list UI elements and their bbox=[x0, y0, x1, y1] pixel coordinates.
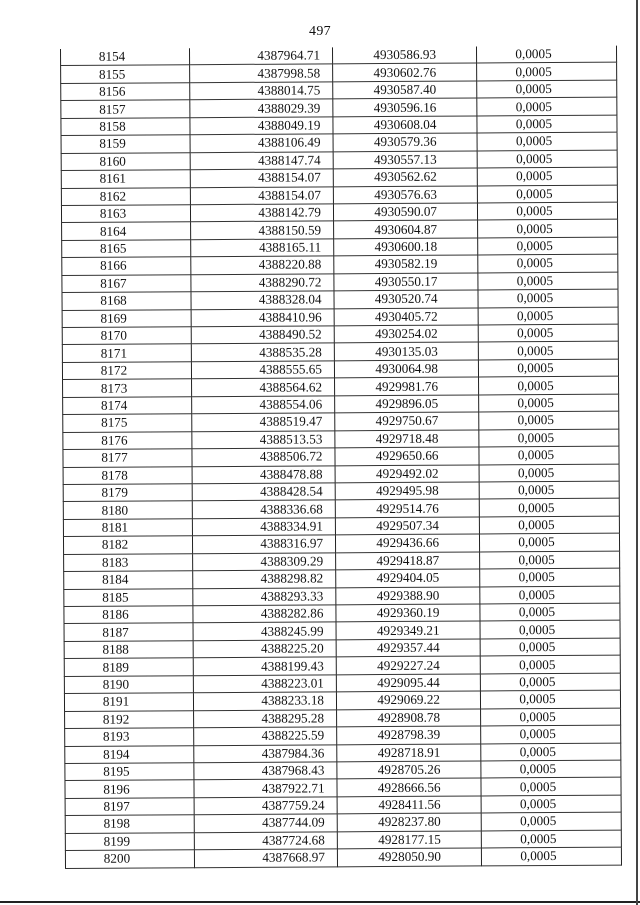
area-value-cell: 0,0005 bbox=[480, 551, 620, 569]
x-coordinate-cell: 4388225.59 bbox=[194, 727, 337, 745]
point-id-cell: 8193 bbox=[65, 728, 194, 746]
point-id-cell: 8154 bbox=[60, 48, 189, 66]
point-id-cell: 8157 bbox=[61, 100, 190, 118]
x-coordinate-cell: 4388029.39 bbox=[190, 99, 333, 117]
area-value-cell: 0,0005 bbox=[479, 429, 619, 447]
point-id-cell: 8197 bbox=[65, 798, 194, 816]
x-coordinate-cell: 4388014.75 bbox=[190, 82, 333, 100]
y-coordinate-cell: 4929069.22 bbox=[336, 691, 480, 709]
area-value-cell: 0,0005 bbox=[479, 411, 619, 429]
x-coordinate-cell: 4388142.79 bbox=[190, 204, 333, 222]
x-coordinate-cell: 4388225.20 bbox=[193, 640, 336, 658]
y-coordinate-cell: 4930520.74 bbox=[334, 290, 478, 308]
y-coordinate-cell: 4928705.26 bbox=[337, 761, 481, 779]
point-id-cell: 8171 bbox=[62, 344, 191, 362]
area-value-cell: 0,0005 bbox=[479, 533, 619, 551]
point-id-cell: 8194 bbox=[65, 745, 194, 763]
y-coordinate-cell: 4929981.76 bbox=[335, 377, 479, 395]
point-id-cell: 8191 bbox=[64, 693, 193, 711]
point-id-cell: 8155 bbox=[61, 65, 190, 83]
coordinates-table bbox=[60, 46, 622, 869]
point-id-cell: 8180 bbox=[63, 501, 192, 519]
y-coordinate-cell: 4930254.02 bbox=[334, 325, 478, 343]
x-coordinate-cell: 4388223.01 bbox=[193, 675, 336, 693]
y-coordinate-cell: 4929388.90 bbox=[336, 587, 480, 605]
area-value-cell: 0,0005 bbox=[478, 359, 618, 377]
area-value-cell: 0,0005 bbox=[477, 167, 617, 185]
x-coordinate-cell: 4388328.04 bbox=[191, 291, 334, 309]
area-value-cell: 0,0005 bbox=[478, 254, 618, 272]
point-id-cell: 8169 bbox=[62, 309, 191, 327]
y-coordinate-cell: 4929360.19 bbox=[336, 604, 480, 622]
x-coordinate-cell: 4387998.58 bbox=[190, 64, 333, 82]
x-coordinate-cell: 4388199.43 bbox=[193, 657, 336, 675]
area-value-cell: 0,0005 bbox=[479, 498, 619, 516]
y-coordinate-cell: 4930608.04 bbox=[333, 116, 477, 134]
y-coordinate-cell: 4929418.87 bbox=[336, 552, 480, 570]
point-id-cell: 8158 bbox=[61, 117, 190, 135]
x-coordinate-cell: 4388282.86 bbox=[193, 605, 336, 623]
x-coordinate-cell: 4388165.11 bbox=[191, 239, 334, 257]
area-value-cell: 0,0005 bbox=[480, 655, 620, 673]
area-value-cell: 0,0005 bbox=[477, 132, 617, 150]
y-coordinate-cell: 4928177.15 bbox=[337, 831, 481, 849]
area-value-cell: 0,0005 bbox=[481, 847, 621, 865]
area-value-cell: 0,0005 bbox=[480, 638, 620, 656]
x-coordinate-cell: 4387724.68 bbox=[194, 832, 337, 850]
point-id-cell: 8190 bbox=[64, 675, 193, 693]
page-number: 497 bbox=[309, 24, 331, 39]
point-id-cell: 8199 bbox=[65, 832, 194, 850]
area-value-cell: 0,0005 bbox=[477, 63, 617, 81]
point-id-cell: 8185 bbox=[64, 588, 193, 606]
point-id-cell: 8160 bbox=[61, 152, 190, 170]
area-value-cell: 0,0005 bbox=[477, 202, 617, 220]
point-id-cell: 8170 bbox=[62, 327, 191, 345]
area-value-cell: 0,0005 bbox=[480, 621, 620, 639]
area-value-cell: 0,0005 bbox=[478, 307, 618, 325]
y-coordinate-cell: 4930557.13 bbox=[333, 151, 477, 169]
area-value-cell: 0,0005 bbox=[479, 446, 619, 464]
point-id-cell: 8156 bbox=[61, 83, 190, 101]
y-coordinate-cell: 4930587.40 bbox=[333, 81, 477, 99]
y-coordinate-cell: 4929436.66 bbox=[335, 534, 479, 552]
x-coordinate-cell: 4388154.07 bbox=[190, 186, 333, 204]
area-value-cell: 0,0005 bbox=[477, 150, 617, 168]
y-coordinate-cell: 4928237.80 bbox=[337, 813, 481, 831]
y-coordinate-cell: 4930604.87 bbox=[334, 220, 478, 238]
coordinates-table-body bbox=[60, 46, 621, 868]
area-value-cell: 0,0005 bbox=[480, 603, 620, 621]
area-value-cell: 0,0005 bbox=[481, 725, 621, 743]
y-coordinate-cell: 4930582.19 bbox=[334, 255, 478, 273]
y-coordinate-cell: 4929896.05 bbox=[335, 395, 479, 413]
point-id-cell: 8175 bbox=[63, 414, 192, 432]
area-value-cell: 0,0005 bbox=[478, 272, 618, 290]
x-coordinate-cell: 4387759.24 bbox=[194, 797, 337, 815]
point-id-cell: 8187 bbox=[64, 623, 193, 641]
area-value-cell: 0,0005 bbox=[477, 185, 617, 203]
area-value-cell: 0,0005 bbox=[479, 464, 619, 482]
point-id-cell: 8195 bbox=[65, 763, 194, 781]
area-value-cell: 0,0005 bbox=[481, 760, 621, 778]
point-id-cell: 8163 bbox=[61, 205, 190, 223]
area-value-cell: 0,0005 bbox=[478, 219, 618, 237]
x-coordinate-cell: 4388564.62 bbox=[192, 378, 335, 396]
y-coordinate-cell: 4930586.93 bbox=[332, 46, 476, 64]
y-coordinate-cell: 4929492.02 bbox=[335, 464, 479, 482]
y-coordinate-cell: 4930550.17 bbox=[334, 273, 478, 291]
y-coordinate-cell: 4928798.39 bbox=[337, 726, 481, 744]
y-coordinate-cell: 4928666.56 bbox=[337, 778, 481, 796]
x-coordinate-cell: 4388233.18 bbox=[193, 692, 336, 710]
x-coordinate-cell: 4388555.65 bbox=[191, 361, 334, 379]
area-value-cell: 0,0005 bbox=[479, 394, 619, 412]
point-id-cell: 8167 bbox=[62, 274, 191, 292]
y-coordinate-cell: 4930590.07 bbox=[333, 203, 477, 221]
x-coordinate-cell: 4388290.72 bbox=[191, 274, 334, 292]
area-value-cell: 0,0005 bbox=[480, 568, 620, 586]
area-value-cell: 0,0005 bbox=[479, 376, 619, 394]
y-coordinate-cell: 4929357.44 bbox=[336, 639, 480, 657]
x-coordinate-cell: 4388519.47 bbox=[192, 413, 335, 431]
x-coordinate-cell: 4387964.71 bbox=[189, 47, 332, 65]
point-id-cell: 8174 bbox=[63, 396, 192, 414]
y-coordinate-cell: 4928411.56 bbox=[337, 796, 481, 814]
area-value-cell: 0,0005 bbox=[478, 324, 618, 342]
x-coordinate-cell: 4388309.29 bbox=[193, 553, 336, 571]
point-id-cell: 8172 bbox=[62, 362, 191, 380]
area-value-cell: 0,0005 bbox=[480, 673, 620, 691]
y-coordinate-cell: 4929095.44 bbox=[336, 674, 480, 692]
x-coordinate-cell: 4387922.71 bbox=[194, 779, 337, 797]
y-coordinate-cell: 4929718.48 bbox=[335, 430, 479, 448]
y-coordinate-cell: 4929227.24 bbox=[336, 656, 480, 674]
x-coordinate-cell: 4387668.97 bbox=[194, 849, 337, 867]
point-id-cell: 8173 bbox=[63, 379, 192, 397]
area-value-cell: 0,0005 bbox=[481, 708, 621, 726]
point-id-cell: 8166 bbox=[62, 257, 191, 275]
x-coordinate-cell: 4388106.49 bbox=[190, 134, 333, 152]
x-coordinate-cell: 4388150.59 bbox=[191, 221, 334, 239]
area-value-cell: 0,0005 bbox=[478, 237, 618, 255]
point-id-cell: 8186 bbox=[64, 606, 193, 624]
scan-edge-bottom bbox=[0, 901, 640, 903]
point-id-cell: 8159 bbox=[61, 135, 190, 153]
point-id-cell: 8181 bbox=[63, 519, 192, 537]
x-coordinate-cell: 4388220.88 bbox=[191, 256, 334, 274]
y-coordinate-cell: 4929507.34 bbox=[335, 517, 479, 535]
coordinates-table-wrapper bbox=[60, 46, 621, 869]
area-value-cell: 0,0005 bbox=[478, 342, 618, 360]
x-coordinate-cell: 4387984.36 bbox=[194, 744, 337, 762]
x-coordinate-cell: 4388147.74 bbox=[190, 151, 333, 169]
x-coordinate-cell: 4388334.91 bbox=[192, 518, 335, 536]
point-id-cell: 8198 bbox=[65, 815, 194, 833]
point-id-cell: 8192 bbox=[65, 710, 194, 728]
x-coordinate-cell: 4388295.28 bbox=[194, 709, 337, 727]
point-id-cell: 8184 bbox=[64, 571, 193, 589]
area-value-cell: 0,0005 bbox=[481, 743, 621, 761]
area-value-cell: 0,0005 bbox=[479, 481, 619, 499]
x-coordinate-cell: 4387744.09 bbox=[194, 814, 337, 832]
point-id-cell: 8168 bbox=[62, 292, 191, 310]
x-coordinate-cell: 4388154.07 bbox=[190, 169, 333, 187]
y-coordinate-cell: 4928908.78 bbox=[337, 709, 481, 727]
point-id-cell: 8182 bbox=[63, 536, 192, 554]
x-coordinate-cell: 4388428.54 bbox=[192, 483, 335, 501]
y-coordinate-cell: 4930135.03 bbox=[334, 342, 478, 360]
point-id-cell: 8178 bbox=[63, 466, 192, 484]
x-coordinate-cell: 4388245.99 bbox=[193, 622, 336, 640]
y-coordinate-cell: 4928718.91 bbox=[337, 743, 481, 761]
y-coordinate-cell: 4930064.98 bbox=[334, 360, 478, 378]
y-coordinate-cell: 4930600.18 bbox=[334, 238, 478, 256]
x-coordinate-cell: 4388478.88 bbox=[192, 465, 335, 483]
point-id-cell: 8188 bbox=[64, 641, 193, 659]
point-id-cell: 8176 bbox=[63, 431, 192, 449]
area-value-cell: 0,0005 bbox=[481, 777, 621, 795]
x-coordinate-cell: 4388506.72 bbox=[192, 448, 335, 466]
y-coordinate-cell: 4928050.90 bbox=[337, 848, 481, 866]
y-coordinate-cell: 4930579.36 bbox=[333, 133, 477, 151]
point-id-cell: 8179 bbox=[63, 484, 192, 502]
y-coordinate-cell: 4929404.05 bbox=[336, 569, 480, 587]
area-value-cell: 0,0005 bbox=[480, 586, 620, 604]
point-id-cell: 8200 bbox=[65, 850, 194, 868]
area-value-cell: 0,0005 bbox=[477, 80, 617, 98]
area-value-cell: 0,0005 bbox=[481, 795, 621, 813]
area-value-cell: 0,0005 bbox=[476, 46, 616, 64]
area-value-cell: 0,0005 bbox=[481, 812, 621, 830]
y-coordinate-cell: 4929750.67 bbox=[335, 412, 479, 430]
scan-edge-right bbox=[636, 0, 638, 905]
area-value-cell: 0,0005 bbox=[478, 289, 618, 307]
y-coordinate-cell: 4929495.98 bbox=[335, 482, 479, 500]
point-id-cell: 8189 bbox=[64, 658, 193, 676]
y-coordinate-cell: 4929349.21 bbox=[336, 621, 480, 639]
x-coordinate-cell: 4388336.68 bbox=[192, 500, 335, 518]
point-id-cell: 8183 bbox=[64, 553, 193, 571]
x-coordinate-cell: 4388298.82 bbox=[193, 570, 336, 588]
area-value-cell: 0,0005 bbox=[477, 97, 617, 115]
point-id-cell: 8162 bbox=[61, 187, 190, 205]
y-coordinate-cell: 4929514.76 bbox=[335, 499, 479, 517]
x-coordinate-cell: 4388554.06 bbox=[192, 396, 335, 414]
table-row bbox=[65, 847, 621, 868]
point-id-cell: 8165 bbox=[62, 240, 191, 258]
point-id-cell: 8164 bbox=[62, 222, 191, 240]
x-coordinate-cell: 4388316.97 bbox=[192, 535, 335, 553]
y-coordinate-cell: 4930596.16 bbox=[333, 98, 477, 116]
point-id-cell: 8161 bbox=[61, 170, 190, 188]
area-value-cell: 0,0005 bbox=[479, 516, 619, 534]
x-coordinate-cell: 4388490.52 bbox=[191, 326, 334, 344]
point-id-cell: 8196 bbox=[65, 780, 194, 798]
area-value-cell: 0,0005 bbox=[480, 690, 620, 708]
point-id-cell: 8177 bbox=[63, 449, 192, 467]
x-coordinate-cell: 4388049.19 bbox=[190, 117, 333, 135]
y-coordinate-cell: 4930405.72 bbox=[334, 308, 478, 326]
y-coordinate-cell: 4930602.76 bbox=[333, 63, 477, 81]
x-coordinate-cell: 4388293.33 bbox=[193, 587, 336, 605]
x-coordinate-cell: 4388410.96 bbox=[191, 308, 334, 326]
x-coordinate-cell: 4388513.53 bbox=[192, 430, 335, 448]
area-value-cell: 0,0005 bbox=[481, 830, 621, 848]
y-coordinate-cell: 4930562.62 bbox=[333, 168, 477, 186]
y-coordinate-cell: 4929650.66 bbox=[335, 447, 479, 465]
area-value-cell: 0,0005 bbox=[477, 115, 617, 133]
y-coordinate-cell: 4930576.63 bbox=[333, 185, 477, 203]
x-coordinate-cell: 4387968.43 bbox=[194, 762, 337, 780]
x-coordinate-cell: 4388535.28 bbox=[191, 343, 334, 361]
